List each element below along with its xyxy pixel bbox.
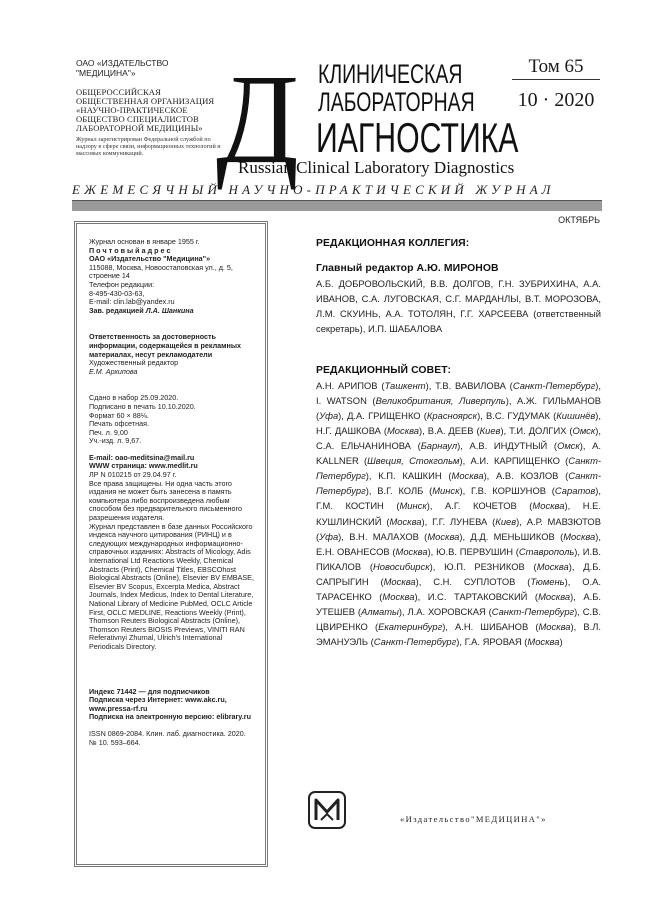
council-member-name: В.Г. КОЛБ <box>377 485 424 497</box>
council-member: В.С. ГУДУМАК (Кишинёв), <box>485 409 601 421</box>
council-heading: РЕДАКЦИОННЫЙ СОВЕТ: <box>316 364 452 376</box>
council-member-name: Г.Г. ЛУНЕВА <box>432 515 488 527</box>
footer-publisher: «Издательство"МЕДИЦИНА"» <box>400 814 547 824</box>
publisher-email: E-mail: oao-meditsina@mail.ru <box>89 452 195 462</box>
print-type: Печать офсетная. <box>89 419 149 429</box>
council-member-city: Москва <box>563 530 596 542</box>
council-member-city: Москва <box>386 424 420 436</box>
council-member: А.В. ИНДУТНЫЙ (Омск), <box>469 440 593 452</box>
council-member-name: Д.А. ГРИЩЕНКО <box>347 409 421 421</box>
subscription-electronic: Подписка на электронную версию: elibrary.ru <box>89 712 251 722</box>
board-heading: РЕДАКЦИОННАЯ КОЛЛЕГИЯ: <box>316 238 470 249</box>
council-member-name: Н.Г. ДАШКОВА <box>316 424 381 436</box>
editorial-column <box>316 236 601 649</box>
council-member-name: А.Ж. ГИЛЬМАНОВ <box>517 394 601 406</box>
print-sheets: Печ. л. 9,00 <box>89 427 128 437</box>
organization-name: ОБЩЕРОССИЙСКАЯ ОБЩЕСТВЕННАЯ ОРГАНИЗАЦИЯ «НАУЧНО-ПРАКТИЧЕСКОЕ ОБЩЕСТВО СПЕЦИАЛИСТОВ ЛАБОРАТОРНОЙ МЕДИЦИНЫ» <box>76 87 215 133</box>
council-member: Е.Н. ОВАНЕСОВ (Москва), <box>316 545 437 557</box>
council-member-city: Новосибирск <box>373 560 430 572</box>
council-member-name: С.Н. СУПЛОТОВ <box>433 575 516 587</box>
council-member-city: Барнаул <box>420 440 458 452</box>
council-member-city: Санкт-Петербург <box>373 636 457 648</box>
council-member-city: Уфа <box>319 409 339 421</box>
council-member-city: Омск <box>557 440 580 452</box>
artist-name: Е.М. Архипова <box>89 366 138 376</box>
council-member-name: Д.Б. САПРЫГИН <box>316 560 601 587</box>
council-member-city: Минск <box>399 500 427 512</box>
council-member: С.В. ЦВИРЕНКО (Екатеринбург), <box>316 606 601 633</box>
website: WWW страница: www.medlit.ru <box>89 461 198 471</box>
council-member-name: И.В. ПИКАЛОВ <box>316 545 601 572</box>
council-member: А.Ж. ГИЛЬМАНОВ (Уфа), <box>316 394 601 421</box>
title-line-1: КЛИНИЧЕСКАЯ <box>318 59 463 89</box>
phone-label: Телефон редакции: <box>89 279 155 289</box>
council-member-name: А.И. КАРПИЩЕНКО <box>470 455 560 467</box>
council-member-name: В.А. ДЕЕВ <box>427 424 474 436</box>
council-member-city: Тюмень <box>530 575 565 587</box>
council-member-name: В.Н. МАЛАХОВ <box>349 530 419 542</box>
rights-notice: Все права защищены. Ни одна часть этого издания не может быть занесена в память компьютера либо воспроизведена любым способом без предварительного письменного разрешения издателя. <box>89 478 242 523</box>
council-member-city: Москва <box>451 470 484 482</box>
council-member-name: В.Л. ЭМАНУЭЛЬ <box>316 621 601 648</box>
council-member-name: А.Р. МАВЗЮТОВ <box>526 515 601 527</box>
council-member: Н.Г. ДАШКОВА (Москва), <box>316 424 428 436</box>
council-member-city: Уфа <box>319 530 339 542</box>
council-member: I. WATSON (Великобритания, Ливерпуль), <box>316 394 518 406</box>
council-member-city: Санкт-Петербург <box>316 455 602 482</box>
council-member-name: A. KALLNER <box>316 440 601 467</box>
council-member-name: I. WATSON <box>316 394 367 406</box>
council-member-city: Омск <box>572 424 596 436</box>
postal-address: 115088, Москва, Новоостаповская ул., д. 5, строение 14 <box>89 262 233 281</box>
council-member-city: Екатеринбург <box>378 621 443 633</box>
council-member: А.Н. АРИПОВ (Ташкент), <box>316 379 436 391</box>
council-member-name: Г.В. КОРШУНОВ <box>471 485 546 497</box>
council-member-name: А.Н. АРИПОВ <box>316 379 378 391</box>
council-member-name: Г.М. КОСТИН <box>316 500 384 512</box>
council-member-name: А.Б. УТЕШЕВ <box>316 590 601 618</box>
council-member-city: Санкт-Петербург <box>491 606 575 618</box>
council-member-city: Ставрополь <box>518 545 575 557</box>
council-member-city: Саратов <box>554 485 596 497</box>
council-member-name: И.С. ТАРТАКОВСКИЙ <box>427 590 528 602</box>
council-member: Н.Е. КУШЛИНСКИЙ (Москва), <box>316 500 601 527</box>
typeset-date: Сдано в набор 25.09.2020. <box>89 393 179 403</box>
council-member-city: Кишинёв <box>556 409 596 421</box>
council-member: А.Г. КОЧЕТОВ (Москва), <box>445 500 583 512</box>
council-member: В.А. ДЕЕВ (Киев), <box>427 424 510 436</box>
council-member: Д.Д. МЕНЬШИКОВ (Москва), <box>470 530 602 542</box>
editorial-email: E-mail: clin.lab@yandex.ru <box>89 297 175 307</box>
issn-line: ISSN 0869-2084. Клин. лаб. диагностика. 2020. № 10. 593–664. <box>89 728 246 747</box>
council-member: Т.И. ДОЛГИХ (Омск), <box>509 424 602 436</box>
council-member-city: Минск <box>432 485 460 497</box>
council-member: Д.Б. САПРЫГИН (Москва), <box>316 560 601 587</box>
title-line-2: ЛАБОРАТОРНАЯ <box>318 87 475 117</box>
head-name: Л.А. Шанкина <box>145 305 194 315</box>
title-line-3: ИАГНОСТИКА <box>316 114 519 161</box>
council-member-city: Москва <box>382 590 415 602</box>
head-label: Зав. редакцией <box>89 305 144 315</box>
council-member-name: В.С. ГУДУМАК <box>485 409 550 421</box>
council-member-name: Д.Д. МЕНЬШИКОВ <box>470 530 555 542</box>
publication-sheets: Уч.-изд. л. 9,67. <box>89 436 142 446</box>
council-member-city: Москва <box>395 545 428 557</box>
council-member-city: Москва <box>532 500 565 512</box>
council-member: Л.А. ХОРОВСКАЯ (Санкт-Петербург), <box>407 606 583 618</box>
indexing-notice: Журнал представлен в базе данных Российского индекса научного цитирования (РИНЦ) и в следующих международных информационно-справочных изданиях: Abstracts of Micology, Adis International Ltd Reactions Weekly, Chemical Abstracts (Print), Chemical Titles, EBSCOhost Biological Abstracts (Online), Elsevier BV EMBASE, Elsevier BV Scopus, Excerpta Medica, Abstract Journals, Index Medicus, Index to Dental Literature, National Library of Medicine PubMed, OCLC Article First, OCLC MEDLINE, Reactions Weekly (Print), Thomson Reuters Biological Abstracts (Online), Thomson Reuters BIOSIS Previews, VINITI RAN Referativnyi Zhurnal, Ulrich's International Periodicals Directory. <box>89 521 254 651</box>
council-member-city: Ташкент <box>384 379 426 391</box>
council-member: О.А. ТАРАСЕНКО (Москва), <box>316 575 601 602</box>
council-member-city: Киев <box>495 515 517 527</box>
council-member: А.Р. МАВЗЮТОВ (Уфа), <box>316 515 601 542</box>
council-members <box>316 378 601 650</box>
council-member: А.Б. УТЕШЕВ (Алматы), <box>316 590 601 618</box>
council-member: С.Н. СУПЛОТОВ (Тюмень), <box>433 575 583 587</box>
council-member: И.В. ПИКАЛОВ (Новосибирск), <box>316 545 601 572</box>
council-member: С.А. ЕЛЬЧАНИНОВА (Барнаул), <box>316 440 470 452</box>
council-member-name: А.Г. КОЧЕТОВ <box>445 500 517 512</box>
council-member: А.Н. ШИБАНОВ (Москва), <box>455 621 584 633</box>
council-member-name: С.В. ЦВИРЕНКО <box>316 606 601 633</box>
council-member-name: К.П. КАШКИН <box>378 470 442 482</box>
council-member: Г.А. ЯРОВАЯ (Москва) <box>464 636 563 648</box>
header-rule <box>72 200 602 211</box>
council-member-name: Н.Е. КУШЛИНСКИЙ <box>316 500 601 527</box>
council-member: К.П. КАШКИН (Москва), <box>378 470 497 482</box>
subscription-index: Индекс 71442 — для подписчиков <box>89 686 210 696</box>
masthead-initial: Д <box>216 48 299 190</box>
volume-box <box>512 55 600 114</box>
council-member-name: Т.И. ДОЛГИХ <box>509 424 567 436</box>
founded-text: Журнал основан в январе 1955 г. <box>89 237 200 246</box>
council-member-city: Москва <box>427 530 460 542</box>
council-member: В.Л. ЭМАНУЭЛЬ (Санкт-Петербург), <box>316 621 601 648</box>
council-member: Ю.П. РЕЗНИКОВ (Москва), <box>444 560 584 572</box>
advert-disclaimer: Ответственность за достоверность информации, содержащейся в рекламных материалах, несут рекламодатели <box>89 332 241 359</box>
subscription-online: Подписка через Интернет: www.akc.ru, www.pressa-rf.ru <box>89 695 227 713</box>
council-member-name: А.Н. ШИБАНОВ <box>455 621 529 633</box>
council-member-city: Великобритания, Ливерпуль <box>375 394 506 406</box>
council-member-name: Ю.В. ПЕРВУШИН <box>436 545 513 557</box>
council-member-name: А.В. КОЗЛОВ <box>496 470 559 482</box>
license: ЛР N 010215 от 29.04.97 г. <box>89 470 177 480</box>
registration-note: Журнал зарегистрирован Федеральной службой по надзору в сфере связи, информационных технологий и массовых коммуникаций. <box>76 136 221 157</box>
council-member: Ю.В. ПЕРВУШИН (Ставрополь), <box>436 545 583 557</box>
signed-date: Подписано в печать 10.10.2020. <box>89 401 196 411</box>
council-member-city: Москва <box>389 515 422 527</box>
council-member: Г.Г. ЛУНЕВА (Киев), <box>432 515 527 527</box>
council-member-city: Москва <box>383 575 416 587</box>
chief-editor: Главный редактор А.Ю. МИРОНОВ <box>316 263 499 275</box>
council-member-city: Москва <box>536 560 569 572</box>
issue-label: 10 · 2020 <box>517 89 595 111</box>
council-member-city: Санкт-Петербург <box>316 470 601 497</box>
council-member-city: Алматы <box>361 606 399 618</box>
publisher-name: ОАО «ИЗДАТЕЛЬСТВО "МЕДИЦИНА"» <box>76 58 169 78</box>
print-format: Формат 60 × 88⅛. <box>89 410 149 420</box>
council-member-name: С.А. ЕЛЬЧАНИНОВА <box>316 440 411 452</box>
phone-number: 8-495-430-03-63, <box>89 288 145 298</box>
council-member-name: Т.В. ВАВИЛОВА <box>435 379 506 391</box>
council-member: А.В. КОЗЛОВ (Санкт-Петербург), <box>316 470 601 497</box>
council-member-city: Москва <box>538 621 571 633</box>
council-member-city: Красноярск <box>426 409 478 421</box>
postal-company: ОАО «Издательство "Медицина"» <box>89 254 211 264</box>
council-member: Т.В. ВАВИЛОВА (Санкт-Петербург), <box>435 379 601 391</box>
council-member-name: Г.А. ЯРОВАЯ <box>464 636 522 648</box>
board-members: А.Б. ДОБРОВОЛЬСКИЙ, В.В. ДОЛГОВ, Г.Н. ЗУБРИХИНА, А.А. ИВАНОВ, С.А. ЛУГОВСКАЯ, С.Г. МАРДАНЛЫ, В.Т. МОРОЗОВА, Л.М. СКУИНЬ, А.А. ТОТОЛЯН, Г.Г. ХАРСЕЕВА (ответственный секретарь), И.П. ШАБАЛОВА <box>316 278 601 335</box>
council-member: Г.М. КОСТИН (Минск), <box>316 500 446 512</box>
council-member: Г.В. КОРШУНОВ (Саратов), <box>471 485 601 497</box>
publisher-logo-icon <box>307 790 347 830</box>
council-member: Д.А. ГРИЩЕНКО (Красноярск), <box>347 409 486 421</box>
council-member-name: Е.Н. ОВАНЕСОВ <box>316 545 390 557</box>
council-member: A. KALLNER (Швеция, Стокгольм), <box>316 440 601 467</box>
council-member: В.Н. МАЛАХОВ (Москва), <box>349 530 471 542</box>
council-member-city: Санкт-Петербург <box>512 379 596 391</box>
council-member-city: Швеция, Стокгольм <box>367 455 460 467</box>
council-member-name: А.В. ИНДУТНЫЙ <box>469 440 548 452</box>
council-member: В.Г. КОЛБ (Минск), <box>377 485 472 497</box>
council-member-name: Л.А. ХОРОВСКАЯ <box>407 606 486 618</box>
issue-month: ОКТЯБРЬ <box>558 215 600 225</box>
artist-label: Художественный редактор <box>89 358 179 368</box>
editorial-head <box>89 307 255 316</box>
council-member-city: Киев <box>479 424 501 436</box>
council-member-name: Ю.П. РЕЗНИКОВ <box>444 560 525 572</box>
english-title: Russian Clinical Laboratory Diagnostics <box>238 158 515 177</box>
council-member: И.С. ТАРТАКОВСКИЙ (Москва), <box>427 590 584 602</box>
imprint-box <box>74 221 268 867</box>
council-member-city: Москва <box>538 590 571 602</box>
council-member-name: О.А. ТАРАСЕНКО <box>316 575 601 602</box>
postal-label: П о ч т о в ы й а д р е с <box>89 245 171 255</box>
publisher-block <box>76 58 226 157</box>
council-member-city: Москва <box>527 636 560 648</box>
volume-label: Том 65 <box>512 55 600 80</box>
council-member: А.И. КАРПИЩЕНКО (Санкт-Петербург), <box>316 455 602 482</box>
frequency-line: ЕЖЕМЕСЯЧНЫЙ НАУЧНО-ПРАКТИЧЕСКИЙ ЖУРНАЛ <box>72 182 555 197</box>
